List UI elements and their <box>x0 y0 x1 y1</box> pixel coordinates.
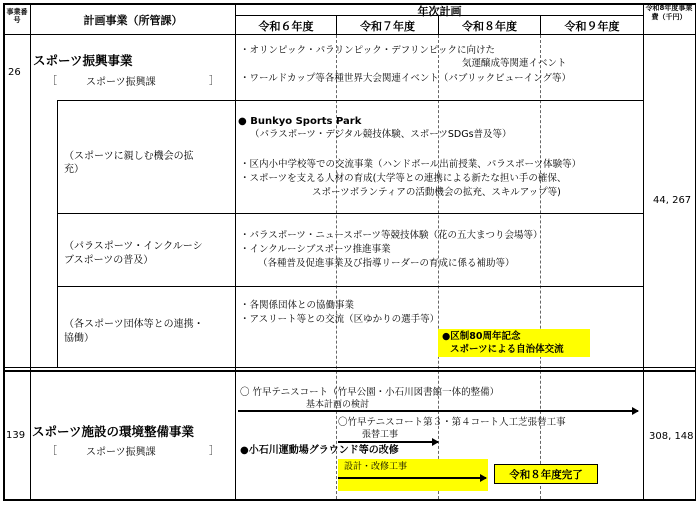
p26-s1-line-1: ● Bunkyo Sports Park <box>238 116 362 127</box>
subrow-indent-line <box>57 100 58 367</box>
header-no-label: 事業番号 <box>6 8 28 24</box>
header-project-label: 計画事業（所管課） <box>83 14 183 27</box>
p26-s3-line-1: ・各関係団体との協働事業 <box>240 300 355 311</box>
subrow-sep-1 <box>57 100 643 101</box>
row-sep-139 <box>3 370 696 372</box>
p26-top-line-1: ・オリンピック・パラリンピック・デフリンピックに向けた <box>240 45 495 56</box>
p26-section-1-label-b: 充） <box>64 164 84 175</box>
p26-s3-line-2: ・アスリート等との交流（区ゆかりの選手等） <box>240 314 440 325</box>
header-year-9: 令和９年度 <box>564 20 620 33</box>
p26-section-3-label-a: （各スポーツ団体等との連携・ <box>64 319 204 330</box>
header-bottom-line <box>3 34 696 35</box>
header-cost-label: 令和8年度事業費（千円） <box>645 4 693 21</box>
p139-line-1: 〇 竹早テニスコート（竹早公園・小石川図書館一体的整備） <box>240 387 500 398</box>
p26-anniversary-line-1: ●区制80周年記念 <box>442 331 521 342</box>
project-26-dept-close: ］ <box>209 76 219 87</box>
p26-s1-line-2: （パラスポーツ・デジタル競技体験、スポーツSDGs普及等） <box>250 129 512 140</box>
p139-line-6: 設計・改修工事 <box>344 462 408 472</box>
p139-completion-label: 令和８年度完了 <box>509 469 583 481</box>
p139-line-3: 〇竹早テニスコート第３・第４コート人工芝張替工事 <box>338 417 566 428</box>
project-139-dept-close: ］ <box>209 446 219 457</box>
p26-s1-line-3: ・区内小中学校等での交流事業（ハンドボール出前授業、パラスポーツ体験等） <box>240 159 582 170</box>
p139-arrow-renovation <box>338 477 486 479</box>
project-139-title: スポーツ施設の環境整備事業 <box>32 424 195 439</box>
project-26-cost: 44, 267 <box>653 195 692 206</box>
project-26-dept-open: ［ <box>47 76 57 87</box>
p139-line-2: 基本計画の検討 <box>306 400 370 410</box>
p26-anniversary-line-2: スポーツによる自治体交流 <box>450 344 564 355</box>
p26-section-3-label-b: 協働） <box>64 333 94 344</box>
subrow-sep-3 <box>57 286 643 287</box>
p26-top-line-2: 気運醸成等関連イベント <box>462 58 567 69</box>
project-139-cost: 308, 148 <box>649 431 694 442</box>
p139-arrow-plan <box>238 410 638 412</box>
p26-s1-line-4: ・スポーツを支える人材の育成(大学等との連携による新たな担い手の確保、 <box>240 173 567 184</box>
col-sep-cost <box>643 3 644 501</box>
p26-s2-line-1: ・パラスポーツ・ニュースポーツ等競技体験（花の五大まつり会場等） <box>240 230 543 241</box>
p26-s2-line-3: （各種普及促進事業及び指導リーダーの育成に係る補助等） <box>258 258 515 269</box>
year-guide-9 <box>540 35 541 499</box>
p139-line-4: 張替工事 <box>362 430 399 440</box>
col-sep-plan-start <box>235 3 236 501</box>
project-26-no: 26 <box>8 67 21 78</box>
project-139-no: 139 <box>6 430 26 441</box>
p26-section-1-label-a: （スポーツに親しむ機会の拡 <box>64 151 194 162</box>
col-sep-no <box>30 3 31 501</box>
p139-line-5: ●小石川運動場グラウンド等の改修 <box>240 445 399 456</box>
table-border-bottom <box>3 499 696 501</box>
header-plan-label: 年次計画 <box>417 5 462 18</box>
project-26-title: スポーツ振興事業 <box>33 53 133 68</box>
header-year-7: 令和７年度 <box>360 20 415 33</box>
p26-s2-line-2: ・インクルーシブスポーツ推進事業 <box>240 244 391 255</box>
p26-section-2-label-a: （パラスポーツ・インクルーシ <box>64 241 203 252</box>
p26-s1-line-5: スポーツボランティアの活動機会の拡充、スキルアップ等) <box>312 187 561 198</box>
p139-arrow-replace <box>338 441 438 443</box>
table-border-left <box>3 3 5 501</box>
header-year-6: 令和６年度 <box>258 20 314 33</box>
project-139-dept-open: ［ <box>47 446 57 457</box>
subrow-sep-2 <box>57 213 643 214</box>
project-26-dept: スポーツ振興課 <box>86 77 156 88</box>
p26-top-line-3: ・ワールドカップ等各種世界大会関連イベント（パブリックビューイング等） <box>240 73 571 84</box>
header-year-8: 令和８年度 <box>462 20 517 33</box>
table-border-right <box>695 3 697 501</box>
project-139-dept: スポーツ振興課 <box>86 447 156 458</box>
p26-section-2-label-b: ブスポーツの普及） <box>64 255 154 266</box>
row-sep-139-double <box>3 367 696 368</box>
